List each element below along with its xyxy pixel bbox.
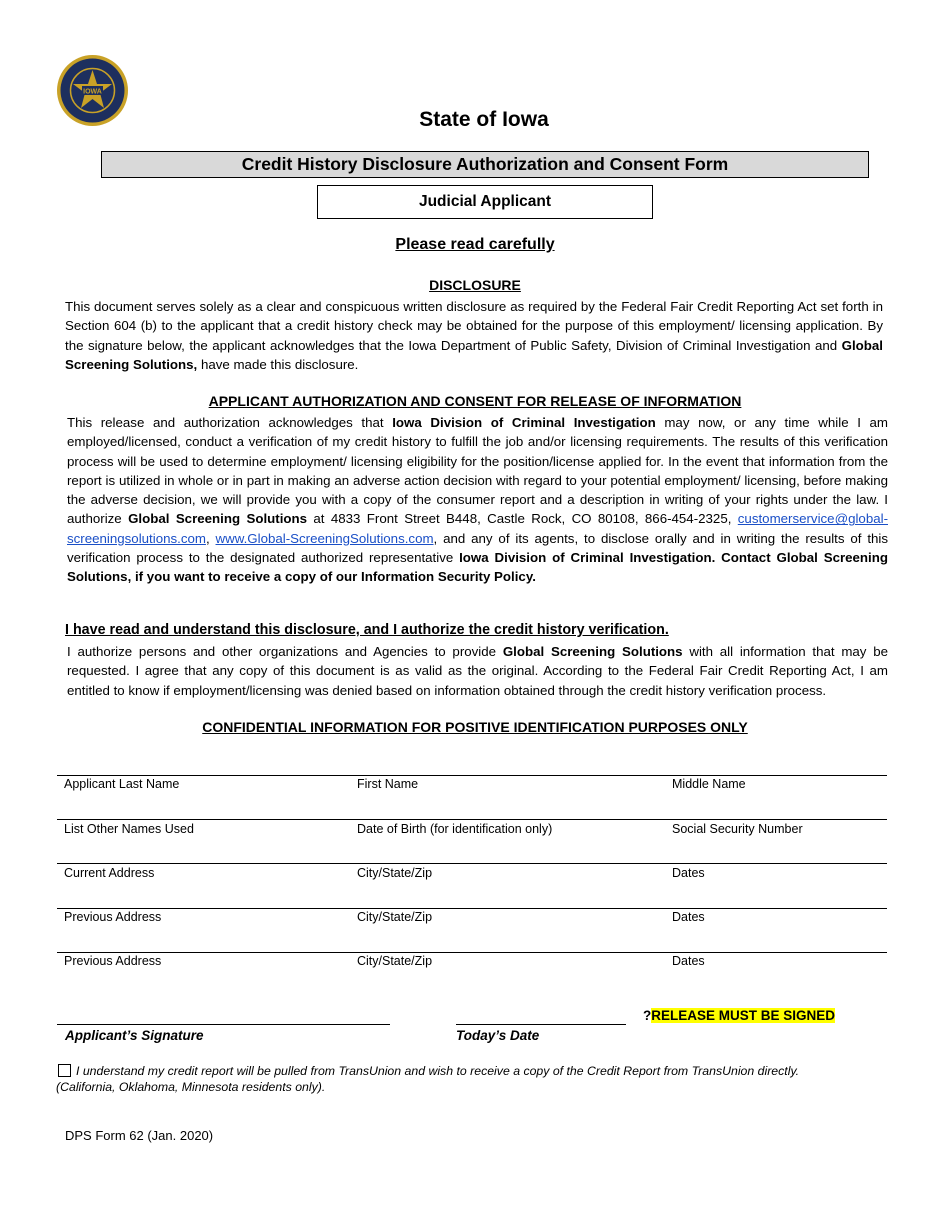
field-current-dates[interactable]: Dates — [672, 866, 705, 880]
field-date-of-birth[interactable]: Date of Birth (for identification only) — [357, 822, 553, 836]
todays-date-label: Today’s Date — [456, 1028, 540, 1043]
field-other-names[interactable]: List Other Names Used — [64, 822, 194, 836]
form-number: DPS Form 62 (Jan. 2020) — [65, 1128, 214, 1143]
applicant-type: Judicial Applicant — [317, 185, 653, 219]
authorization-text: This release and authorization acknowledges that Iowa Division of Criminal Investigation may now, or any time while I am employed/licensed, conduct a verification of my credit history to fulfill the job and/or licensing requirements. The results of this verification process will be used to determine employment/ licensing eligibility for the position/license applied for. In the event that information from the report is utilized in whole or in part in making an adverse action decision with regard to your potential employment/ licensing, before making the adverse decision, we will provide you with a copy of the consumer report and a description in writing of your rights under the law. I authorize Global Screening Solutions at 4833 Front Street B448, Castle Rock, CO 80108, 866-454-2325, customerservice@global-screeningsolutions.com, www.Global-ScreeningSolutions.com, and any of its agents, to disclose orally and in writing the results of this verification process to the designated authorized representative Iowa Division of Criminal Investigation. Contact Global Screening Solutions, if you want to receive a copy of our Information Security Policy. — [67, 415, 889, 585]
consent-heading: I have read and understand this disclosure, and I authorize the credit history verification. — [65, 622, 669, 638]
field-rule — [57, 908, 887, 909]
field-current-address[interactable]: Current Address — [64, 866, 155, 880]
field-current-city-state-zip[interactable]: City/State/Zip — [357, 866, 433, 880]
email-link[interactable]: customerservice@global-screeningsolutions.com — [67, 511, 888, 546]
seal-text: IOWA — [83, 88, 102, 96]
date-line[interactable] — [456, 1024, 626, 1025]
website-link[interactable]: www.Global-ScreeningSolutions.com — [215, 530, 434, 546]
release-icon: ? — [643, 1008, 652, 1023]
field-previous-dates-1[interactable]: Dates — [672, 910, 705, 924]
field-rule — [57, 819, 887, 820]
confidential-heading: CONFIDENTIAL INFORMATION FOR POSITIVE IDENTIFICATION PURPOSES ONLY — [202, 719, 748, 735]
field-previous-city-state-zip-1[interactable]: City/State/Zip — [357, 910, 433, 924]
disclosure-heading: DISCLOSURE — [429, 277, 521, 293]
field-rule — [57, 863, 887, 864]
please-read-heading: Please read carefully — [395, 236, 555, 253]
field-previous-city-state-zip-2[interactable]: City/State/Zip — [357, 954, 433, 968]
field-middle-name[interactable]: Middle Name — [672, 777, 746, 791]
field-previous-dates-2[interactable]: Dates — [672, 954, 705, 968]
disclosure-text: This document serves solely as a clear and conspicuous written disclosure as required by the Federal Fair Credit Reporting Act set forth in Section 604 (b) to the applicant that a credit history check may be obtained for the purpose of this employment/ licensing application. By the signature below, the applicant acknowledges that the Iowa Department of Public Safety, Division of Criminal Investigation and Global Screening Solutions, have made this disclosure. — [65, 299, 883, 372]
field-rule — [57, 775, 887, 776]
field-ssn[interactable]: Social Security Number — [672, 822, 803, 836]
state-title: State of Iowa — [419, 108, 549, 131]
signature-line[interactable] — [57, 1024, 390, 1025]
form-title: Credit History Disclosure Authorization and Consent Form — [101, 151, 869, 178]
field-rule — [57, 952, 887, 953]
transunion-copy-checkbox[interactable] — [58, 1064, 71, 1077]
field-previous-address-1[interactable]: Previous Address — [64, 910, 162, 924]
transunion-text: I understand my credit report will be pulled from TransUnion and wish to receive a copy of the Credit Report from TransUnion directly. — [76, 1064, 800, 1078]
field-first-name[interactable]: First Name — [357, 777, 419, 791]
consent-text: I authorize persons and other organizations and Agencies to provide Global Screening Solutions with all information that may be requested. I agree that any copy of this document is as valid as the original. According to the Federal Fair Credit Reporting Act, I am entitled to know if employment/licensing was denied based on information obtained through the credit history verification process. — [67, 644, 888, 698]
authorization-heading: APPLICANT AUTHORIZATION AND CONSENT FOR RELEASE OF INFORMATION — [208, 393, 742, 409]
transunion-residents-note: (California, Oklahoma, Minnesota residents only). — [56, 1080, 326, 1094]
applicant-signature-label: Applicant’s Signature — [65, 1028, 204, 1043]
release-must-be-signed: ?RELEASE MUST BE SIGNED — [643, 1008, 836, 1023]
field-last-name[interactable]: Applicant Last Name — [64, 777, 180, 791]
field-previous-address-2[interactable]: Previous Address — [64, 954, 162, 968]
